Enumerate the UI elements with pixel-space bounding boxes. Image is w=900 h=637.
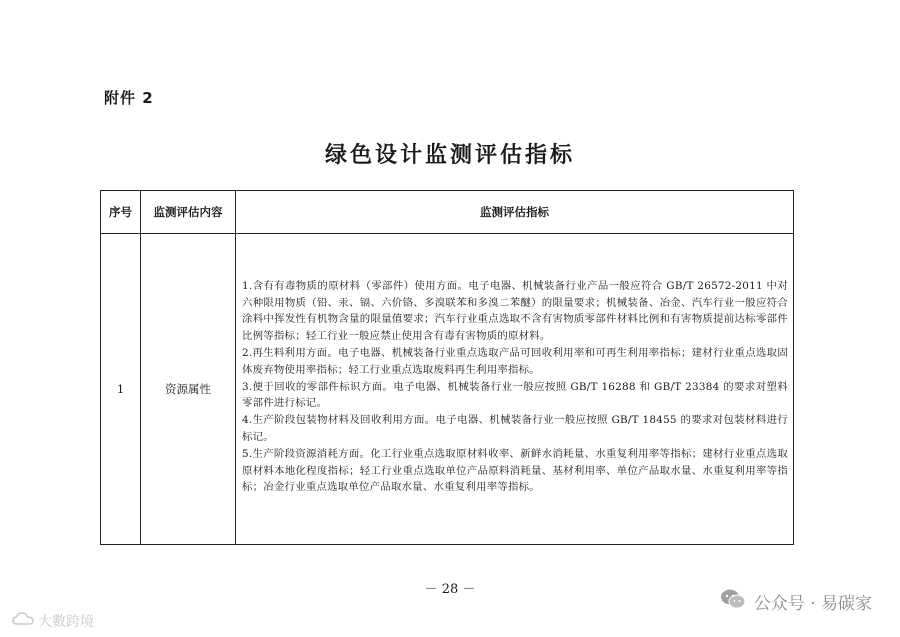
header-content: 监测评估内容 [141,191,236,234]
indicator-table [100,190,794,545]
indicator-item: 1.含有有毒物质的原材料（零部件）使用方面。电子电器、机械装备行业产品一般应符合 GB/T 26572-2011 中对六种限用物质（铅、汞、镉、六价铬、多溴联苯和多溴二苯醚）的限量要求；机械装备、冶金、汽车行业一般应符合涂料中挥发性有机物含量的限量值要求；汽车行业重点选取不含有害物质零部件材料比例和有害物质提前达标零部件比例等指标；轻工行业一般应禁止使用含有毒有害物质的原材料。 [242,279,788,343]
row-content: 资源属性 [141,234,236,545]
indicator-item: 4.生产阶段包装物材料及回收利用方面。电子电器、机械装备行业一般应按照 GB/T 18455 的要求对包装材料进行标记。 [242,414,788,443]
table-row [101,234,794,545]
page-number: － 28 － [424,582,476,597]
wechat-icon [720,588,746,615]
watermark-left-text: 大數跨境 [38,614,94,630]
row-number: 1 [101,234,141,545]
row-indicators [236,234,794,545]
watermark-right-text: 公众号 · 易碳家 [753,594,872,614]
document-title: 绿色设计监测评估指标 [324,143,575,168]
cloud-logo-icon [12,611,34,631]
indicator-item: 2.再生料利用方面。电子电器、机械装备行业重点选取产品可回收利用率和可再生利用率指标；建材行业重点选取固体废弃物使用率指标；轻工行业重点选取废料再生利用率指标。 [242,347,788,376]
watermark-right [720,588,872,615]
table-header-row [101,191,794,234]
header-no: 序号 [101,191,141,234]
annex-label: 附件 2 [104,89,154,107]
watermark-left [12,611,94,631]
indicator-item: 3.便于回收的零部件标识方面。电子电器、机械装备行业一般应按照 GB/T 16288 和 GB/T 23384 的要求对塑料零部件进行标记。 [242,380,788,410]
header-indicators: 监测评估指标 [236,191,794,234]
indicator-item: 5.生产阶段资源消耗方面。化工行业重点选取原材料收率、新鲜水消耗量、水重复利用率等指标；建材行业重点选取原材料本地化程度指标；轻工行业重点选取单位产品原料消耗量、基材利用率、单位产品取水量、水重复利用率等指标；冶金行业重点选取单位产品取水量、水重复利用率等指标。 [242,447,788,494]
